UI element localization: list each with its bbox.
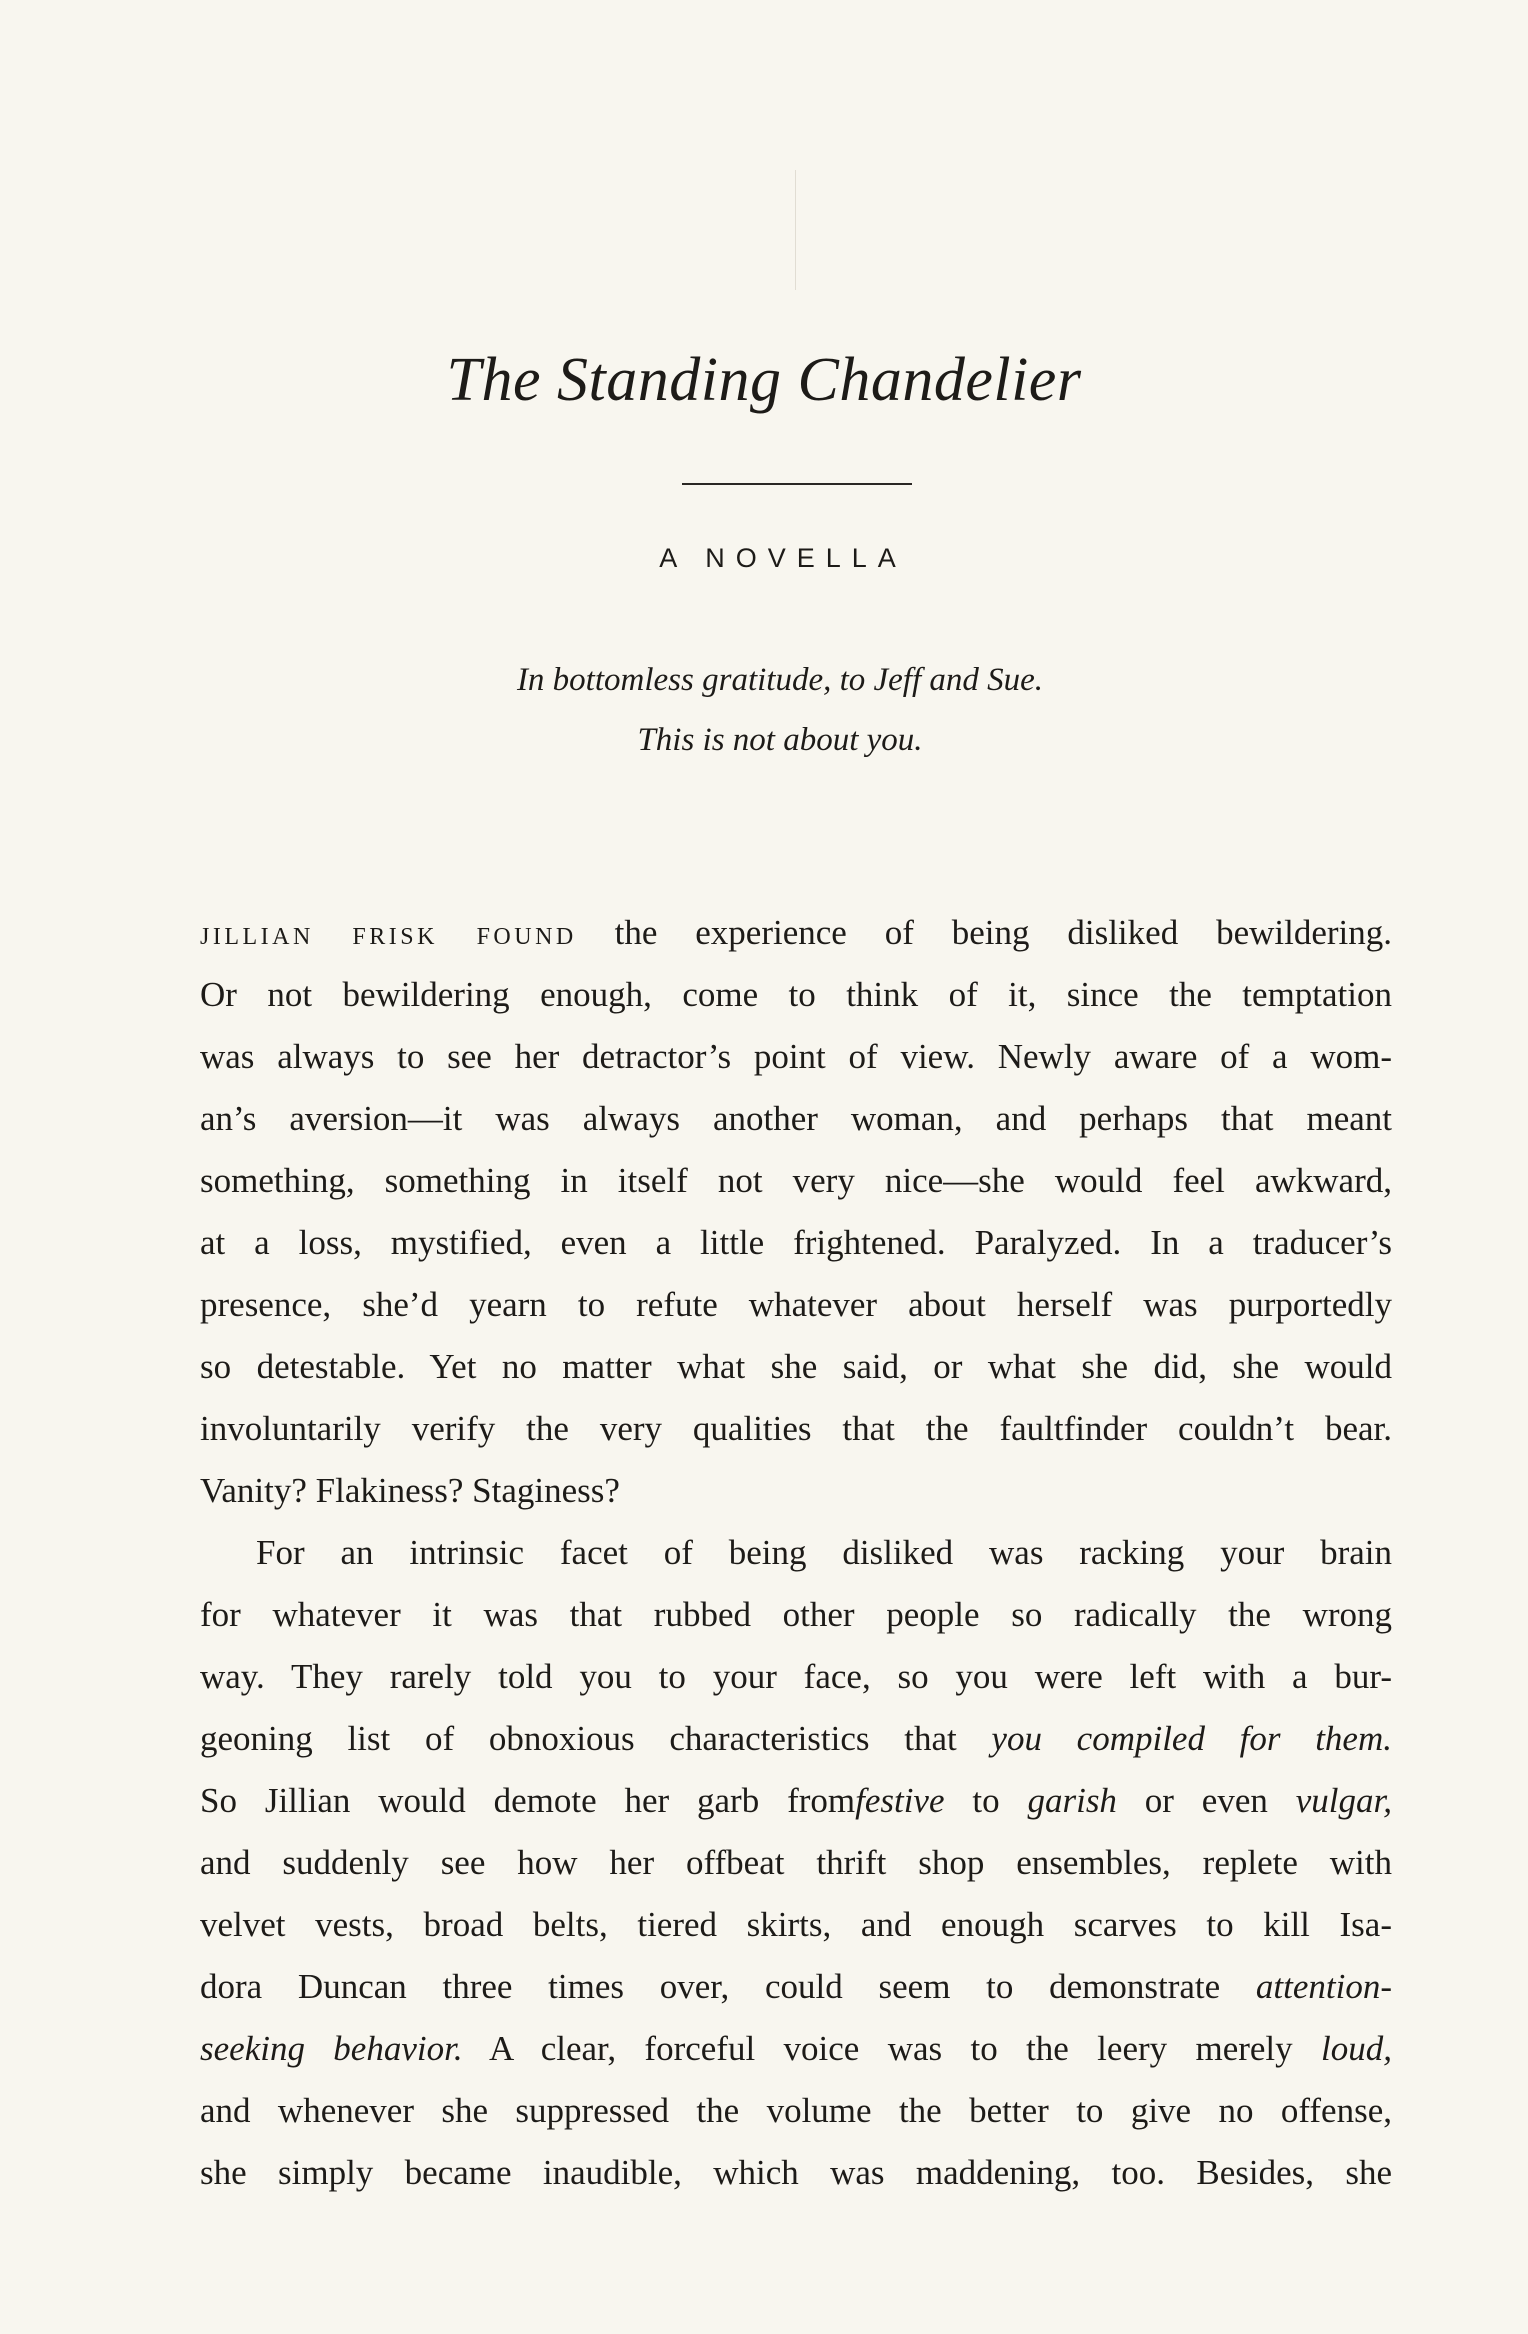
text-line: Vanity? Flakiness? Staginess?	[200, 1471, 620, 1510]
italic-span: you compiled for them.	[991, 1719, 1392, 1758]
opening-small-caps: JILLIAN FRISK FOUND	[200, 924, 577, 950]
text-line: something, something in itself not very nice—she would feel awkward,	[200, 1161, 1392, 1200]
text-line	[200, 1956, 1392, 2018]
text-span: A clear, forceful voice was to the leery merely	[489, 2029, 1293, 2068]
text-line: at a loss, mystified, even a little frightened. Paralyzed. In a traducer’s	[200, 1223, 1392, 1262]
text-span: geoning list of obnoxious characteristics that	[200, 1719, 957, 1758]
dedication-line-2: This is not about you.	[637, 722, 923, 758]
text-span: the experience of being disliked bewildering.	[614, 913, 1392, 952]
text-line: Or not bewildering enough, come to think of it, since the temptation	[200, 975, 1392, 1014]
text-line	[200, 2018, 1392, 2080]
italic-span: attention-	[1255, 1967, 1392, 2006]
dedication-line-1: In bottomless gratitude, to Jeff and Sue.	[516, 662, 1044, 698]
title-divider	[682, 483, 912, 485]
text-line	[200, 902, 1392, 964]
italic-span: seeking behavior.	[200, 2029, 463, 2068]
scan-artifact	[795, 170, 796, 290]
dedication	[0, 650, 1528, 770]
text-span: dora Duncan three times over, could seem to demonstrate	[200, 1967, 1221, 2006]
body-text	[200, 902, 1392, 2204]
text-line: For an intrinsic facet of being disliked was racking your brain	[256, 1533, 1392, 1572]
text-line: involuntarily verify the very qualities that the faultfinder couldn’t bear.	[200, 1409, 1392, 1448]
text-line: and suddenly see how her offbeat thrift shop ensembles, replete with	[200, 1843, 1392, 1882]
italic-span: garish	[1027, 1781, 1117, 1820]
text-line: way. They rarely told you to your face, so you were left with a bur-	[200, 1657, 1392, 1696]
text-line: an’s aversion—it was always another woman, and perhaps that meant	[200, 1099, 1392, 1138]
text-line: was always to see her detractor’s point of view. Newly aware of a wom-	[200, 1037, 1392, 1076]
text-line	[200, 1770, 1392, 1832]
text-span: So Jillian would demote her garb from	[200, 1781, 856, 1820]
text-line	[200, 1708, 1392, 1770]
text-line: for whatever it was that rubbed other people so radically the wrong	[200, 1595, 1392, 1634]
text-line: so detestable. Yet no matter what she said, or what she did, she would	[200, 1347, 1392, 1386]
text-line: presence, she’d yearn to refute whatever about herself was purportedly	[200, 1285, 1392, 1324]
text-line: and whenever she suppressed the volume the better to give no offense,	[200, 2091, 1392, 2130]
subtitle: A NOVELLA	[659, 543, 907, 573]
text-line: velvet vests, broad belts, tiered skirts, and enough scarves to kill Isa-	[200, 1905, 1392, 1944]
italic-span: festive	[855, 1781, 945, 1820]
italic-span: loud,	[1321, 2029, 1392, 2068]
text-line: she simply became inaudible, which was maddening, too. Besides, she	[200, 2153, 1392, 2192]
text-span: or even	[1144, 1781, 1268, 1820]
italic-span: vulgar,	[1295, 1781, 1392, 1820]
page-title: The Standing Chandelier	[446, 346, 1082, 414]
text-span: to	[972, 1781, 1000, 1820]
